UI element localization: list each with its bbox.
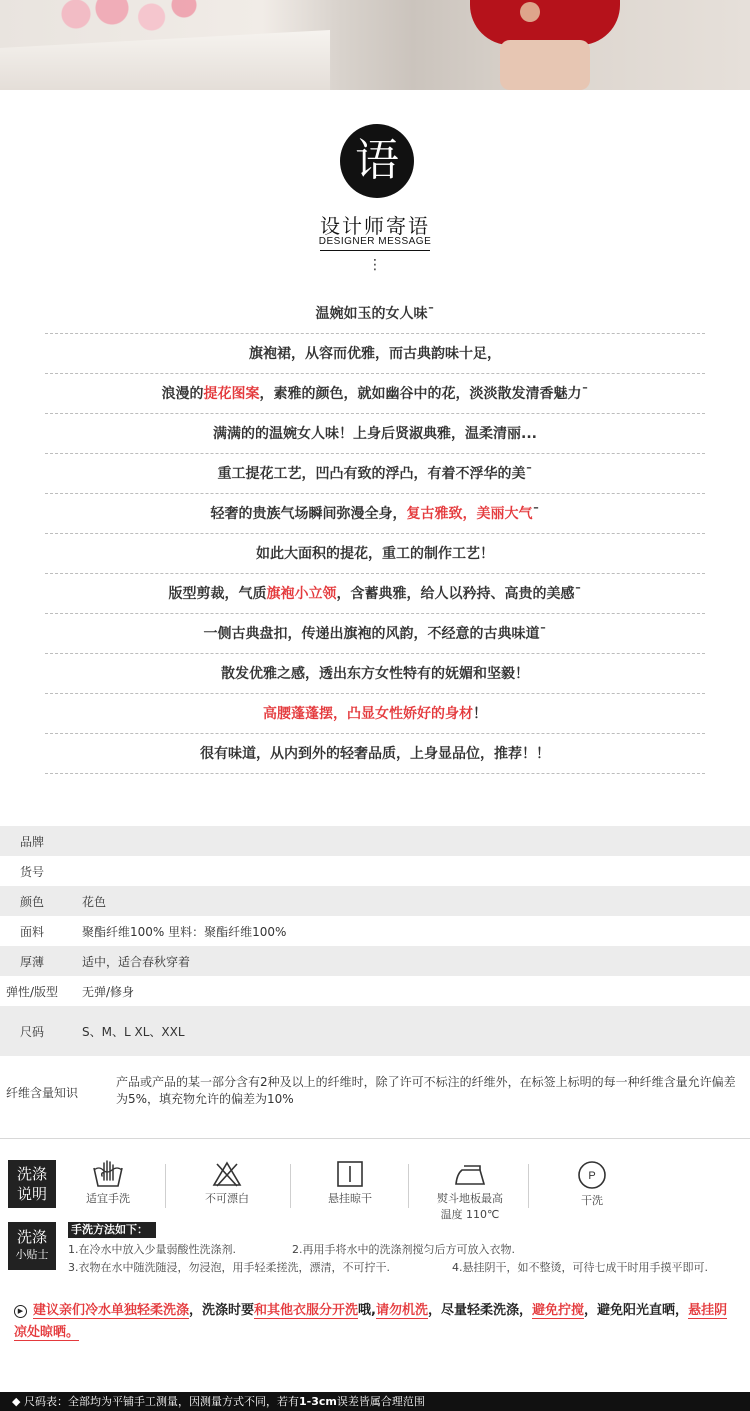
- message-text: 一侧古典盘扣，传递出旗袍的风韵，不经意的古典味道¯: [203, 626, 547, 642]
- message-line: [45, 574, 705, 614]
- spec-row-brand: [0, 826, 750, 856]
- tag-line-small: 小贴士: [15, 1248, 49, 1261]
- message-text: ¯: [532, 506, 540, 522]
- wash-divider: [408, 1164, 409, 1208]
- photo-legs: [500, 40, 590, 90]
- message-line: [45, 654, 705, 694]
- wash-label: 熨斗地板最高: [437, 1192, 503, 1205]
- message-line: [45, 694, 705, 734]
- dots-divider: ⋮: [368, 257, 382, 273]
- spec-label: 货号: [19, 864, 44, 879]
- hang-dry-icon: [335, 1160, 365, 1188]
- spec-label: 品牌: [19, 834, 44, 849]
- message-text: ，含蓄典雅，给人以矜持、高贵的美感¯: [336, 586, 582, 602]
- wash-item-hand: [48, 1160, 168, 1206]
- no-bleach-icon: [212, 1160, 242, 1188]
- spec-row-elasticity: [0, 976, 750, 1006]
- message-line: [45, 454, 705, 494]
- wash-label: 干洗: [581, 1194, 603, 1207]
- section-divider: [0, 1138, 750, 1139]
- notice-text: ，尽量轻柔洗涤，: [428, 1303, 533, 1318]
- wash-item-no-bleach: [167, 1160, 287, 1206]
- dry-clean-icon: [576, 1160, 608, 1190]
- size-note-suffix: 误差皆属合理范围: [336, 1395, 425, 1408]
- message-highlight: 高腰蓬蓬摆，凸显女性娇好的身材: [263, 706, 473, 722]
- spec-row-sku: [0, 856, 750, 886]
- product-photo: [0, 0, 750, 90]
- message-text: 温婉如玉的女人味¯: [315, 306, 435, 322]
- notice-text: ，避免阳光直晒，: [584, 1303, 689, 1318]
- spec-label: 厚薄: [19, 954, 44, 969]
- notice-highlight: 建议亲们冷水单独轻柔洗涤: [33, 1303, 190, 1318]
- message-highlight: 旗袍小立领: [266, 586, 337, 602]
- hand-wash-step: 2.再用手将水中的洗涤剂搅匀后方可放入衣物.: [292, 1243, 515, 1256]
- spec-value: 聚酯纤维100% 里料：聚酯纤维100%: [82, 924, 287, 939]
- spec-value: 花色: [82, 894, 107, 909]
- message-text: 版型剪裁，气质: [168, 586, 267, 602]
- message-line: [45, 374, 705, 414]
- message-text: 轻奢的贵族气场瞬间弥漫全身，: [210, 506, 407, 522]
- spec-value: 适中，适合春秋穿着: [82, 954, 191, 969]
- wash-item-iron: [410, 1160, 530, 1222]
- message-line: [45, 414, 705, 454]
- tag-line: 洗涤: [16, 1228, 47, 1246]
- spec-value: 无弹/修身: [82, 984, 135, 999]
- message-line: [45, 534, 705, 574]
- notice-text: 哦,: [358, 1303, 376, 1318]
- size-note-prefix: ◆ 尺码表：全部均为平铺手工测量，因测量方式不同，若有: [12, 1395, 299, 1408]
- wash-item-hang-dry: [290, 1160, 410, 1206]
- play-icon: ▶: [14, 1305, 27, 1318]
- message-text: 重工提花工艺，凹凸有致的浮凸，有着不浮华的美¯: [217, 466, 533, 482]
- spec-row-size: [0, 1006, 750, 1056]
- size-note-bar: [0, 1392, 750, 1411]
- spec-row-fabric: [0, 916, 750, 946]
- message-text: 旗袍裙，从容而优雅，而古典韵味十足，: [249, 346, 501, 362]
- tag-line: 洗涤: [16, 1165, 47, 1183]
- hand-wash-step: 3.衣物在水中随洗随浸，勿浸泡，用手轻柔搓洗，漂清，不可拧干.: [68, 1261, 390, 1274]
- notice-text: ，洗涤时要: [189, 1303, 255, 1318]
- washing-notice-text: [14, 1303, 727, 1341]
- wash-tips-tag: [8, 1222, 56, 1270]
- fiber-content-text: 产品或产品的某一部分含有2种及以上的纤维时，除了许可不标注的纤维外，在标签上标明的每一种纤维含量允许偏差为5%，填充物允许的偏差为10%: [116, 1075, 736, 1106]
- photo-flowers: [40, 0, 220, 50]
- notice-highlight: 避免拧搅: [532, 1303, 585, 1318]
- message-text: ！: [473, 706, 487, 722]
- spec-label: 尺码: [19, 1024, 44, 1039]
- message-text: 满满的的温婉女人味！上身后贤淑典雅，温柔清丽...: [213, 426, 537, 442]
- tag-line: 说明: [16, 1185, 47, 1203]
- dry-clean-glyph: P: [588, 1170, 596, 1182]
- wash-label: 不可漂白: [205, 1192, 249, 1205]
- message-text: ，素雅的颜色，就如幽谷中的花，淡淡散发清香魅力¯: [259, 386, 589, 402]
- wash-divider: [528, 1164, 529, 1208]
- hand-wash-title: 手洗方法如下：: [68, 1222, 156, 1238]
- designer-title-en: DESIGNER MESSAGE: [318, 236, 432, 247]
- photo-red-dress: [470, 0, 620, 45]
- notice-highlight: 和其他衣服分开洗: [254, 1303, 359, 1318]
- designer-title-cn: 设计师寄语: [320, 214, 430, 238]
- washing-notice: [14, 1300, 734, 1344]
- size-note-bold: 1-3cm: [298, 1395, 337, 1408]
- spec-row-thickness: [0, 946, 750, 976]
- spec-label: 颜色: [19, 894, 44, 909]
- spec-value: S、M、L XL、XXL: [82, 1024, 185, 1039]
- message-text: 浪漫的: [161, 386, 204, 402]
- message-line: [45, 294, 705, 334]
- fiber-content-label: 纤维含量知识: [6, 1086, 79, 1100]
- spec-row-color: [0, 886, 750, 916]
- hand-wash-step: 4.悬挂阴干，如不整烫，可待七成干时用手摸平即可.: [452, 1261, 708, 1274]
- spec-label: 弹性/版型: [5, 984, 59, 999]
- notice-highlight: 悬挂阴凉处晾晒。: [14, 1303, 728, 1340]
- message-line: [45, 734, 705, 774]
- spec-label: 面料: [19, 924, 44, 939]
- iron-icon: [453, 1160, 487, 1188]
- hand-wash-step: 1.在冷水中放入少量弱酸性洗涤剂.: [68, 1243, 236, 1256]
- message-line: [45, 494, 705, 534]
- message-text: 如此大面积的提花，重工的制作工艺！: [256, 546, 494, 562]
- wash-item-dry-clean: [532, 1160, 652, 1208]
- designer-badge: 语: [340, 124, 414, 198]
- message-text: 散发优雅之感，透出东方女性特有的妩媚和坚毅！: [221, 666, 529, 682]
- wash-label-2: 温度 110℃: [440, 1208, 500, 1221]
- message-highlight: 提花图案: [203, 386, 260, 402]
- message-highlight: 复古雅致，美丽大气: [406, 506, 533, 522]
- designer-underline: [320, 250, 430, 251]
- message-text: 很有味道，从内到外的轻奢品质，上身显品位，推荐！！: [200, 746, 550, 762]
- notice-highlight: 请勿机洗: [376, 1303, 429, 1318]
- wash-label: 悬挂晾干: [328, 1192, 372, 1205]
- hand-wash-icon: [91, 1160, 125, 1188]
- wash-label: 适宜手洗: [86, 1192, 130, 1205]
- wash-divider: [165, 1164, 166, 1208]
- message-line: [45, 614, 705, 654]
- message-line: [45, 334, 705, 374]
